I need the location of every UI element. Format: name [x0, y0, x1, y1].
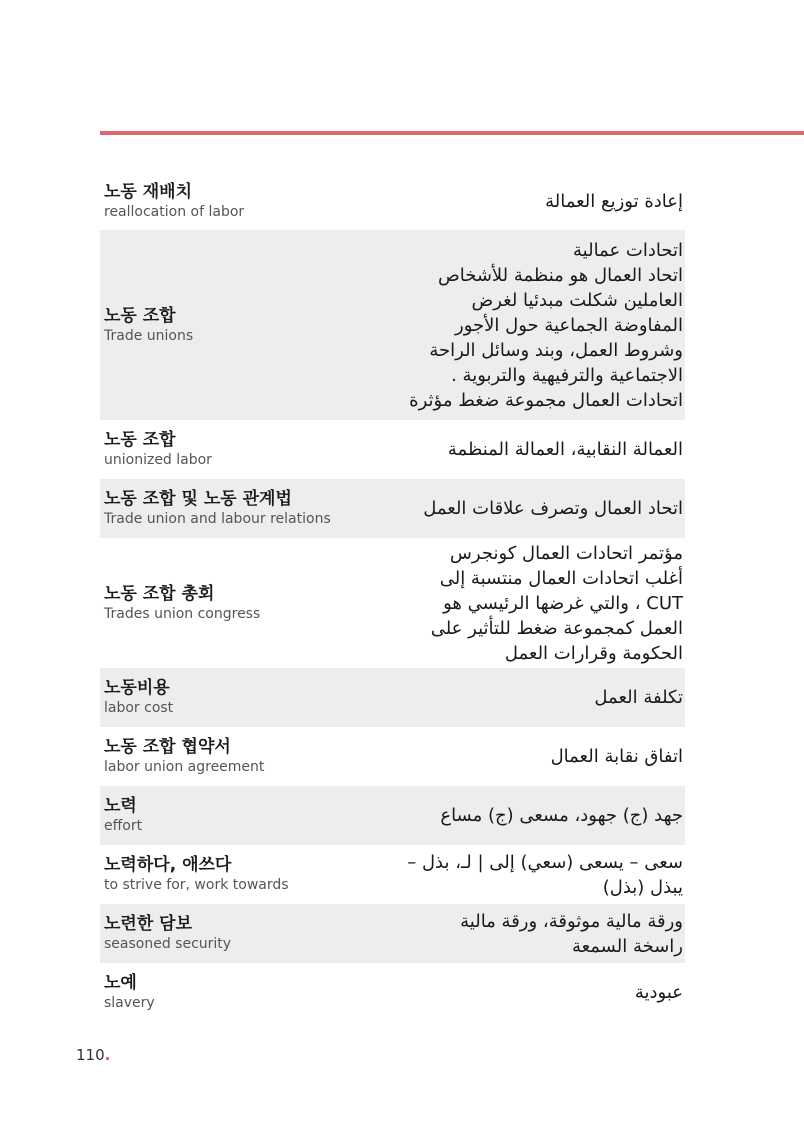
arabic-translation [354, 189, 685, 214]
glossary-row [100, 786, 685, 845]
english-term: Trades union congress [104, 605, 261, 622]
glossary-row [100, 538, 685, 668]
english-term: labor cost [104, 700, 174, 716]
arabic-line: الاجتماعية والترفيهية والتربوية . [451, 364, 683, 386]
korean-term: 노동 조합 및 노동 관계법 [104, 489, 292, 509]
arabic-line: اتحادات العمال مجموعة ضغط مؤثرة [409, 389, 683, 411]
arabic-line: أغلب اتحادات العمال منتسبة إلى [439, 567, 683, 589]
term-cell [100, 913, 354, 954]
korean-term: 노력하다, 애쓰다 [104, 855, 232, 875]
page-number [76, 1046, 110, 1064]
glossary-row [100, 479, 685, 538]
arabic-translation [354, 437, 685, 462]
arabic-line: جهد (ج) جهود، مسعى (ج) مساع [440, 805, 683, 826]
page-number-dot: . [104, 1046, 111, 1064]
term-cell [100, 677, 354, 718]
arabic-translation [354, 980, 685, 1005]
arabic-line: اتحاد العمال وتصرف علاقات العمل [423, 498, 683, 519]
english-term: seasoned security [104, 936, 232, 952]
term-cell [100, 429, 354, 470]
arabic-line: يبذل (بذل) [602, 876, 683, 898]
arabic-line: العمالة النقابية، العمالة المنظمة [447, 439, 683, 460]
term-cell [100, 583, 354, 624]
english-term: slavery [104, 995, 155, 1011]
korean-term: 노동 조합 협약서 [104, 737, 231, 757]
glossary-row [100, 420, 685, 479]
english-term: to strive for, work towards [104, 877, 289, 893]
korean-term: 노동 조합 [104, 430, 176, 450]
korean-term: 노동 조합 [104, 305, 176, 326]
arabic-line: العاملين شكلت مبدئيا لغرض [471, 289, 683, 311]
arabic-line: اتفاق نقابة العمال [550, 746, 683, 767]
arabic-line: ورقة مالية موثوقة، ورقة مالية [460, 910, 683, 932]
term-cell [100, 736, 354, 777]
glossary-row [100, 845, 685, 904]
glossary-table [100, 172, 685, 1022]
arabic-translation [354, 744, 685, 769]
glossary-row [100, 904, 685, 963]
arabic-line: الحكومة وقرارات العمل [504, 642, 683, 664]
arabic-translation [354, 496, 685, 521]
term-cell [100, 305, 354, 346]
term-cell [100, 488, 354, 529]
glossary-row [100, 230, 685, 420]
term-cell [100, 972, 354, 1013]
term-cell [100, 854, 354, 895]
korean-term: 노동비용 [104, 678, 170, 698]
english-term: unionized labor [104, 452, 212, 468]
arabic-translation [354, 803, 685, 828]
glossary-row [100, 727, 685, 786]
arabic-line: وشروط العمل، وبند وسائل الراحة [429, 339, 683, 361]
english-term: labor union agreement [104, 759, 265, 775]
arabic-line: العمل كمجموعة ضغط للتأثير على [430, 617, 683, 639]
arabic-line: المفاوضة الجماعية حول الأجور [455, 314, 683, 336]
arabic-line: إعادة توزيع العمالة [545, 190, 683, 212]
korean-term: 노동 재배치 [104, 181, 193, 202]
arabic-line: مؤتمر اتحادات العمال كونجرس [449, 542, 683, 564]
english-term: Trade union and labour relations [104, 511, 331, 527]
arabic-line: راسخة السمعة [571, 935, 683, 957]
arabic-line: اتحادات عمالية [573, 239, 683, 261]
top-rule [100, 131, 804, 135]
arabic-line: تكلفة العمل [594, 687, 683, 708]
arabic-translation [354, 541, 685, 666]
english-term: Trade unions [104, 327, 194, 344]
arabic-translation [354, 850, 685, 900]
korean-term: 노동 조합 총회 [104, 583, 215, 604]
korean-term: 노예 [104, 973, 137, 993]
arabic-line: عبودية [634, 982, 683, 1003]
korean-term: 노력 [104, 796, 137, 816]
term-cell [100, 181, 354, 222]
arabic-translation [354, 238, 685, 413]
arabic-line: سعى – يسعى (سعي) إلى | لـ، بذل – [407, 851, 683, 873]
arabic-line: CUT ، والتي غرضها الرئيسي هو [443, 592, 683, 614]
english-term: effort [104, 818, 143, 834]
page-number-value: 110 [76, 1046, 105, 1064]
glossary-row [100, 172, 685, 230]
term-cell [100, 795, 354, 836]
english-term: reallocation of labor [104, 203, 245, 220]
glossary-row [100, 668, 685, 727]
arabic-line: اتحاد العمال هو منظمة للأشخاص [437, 264, 683, 286]
arabic-translation [354, 909, 685, 959]
arabic-translation [354, 685, 685, 710]
korean-term: 노련한 담보 [104, 914, 193, 934]
glossary-row [100, 963, 685, 1022]
